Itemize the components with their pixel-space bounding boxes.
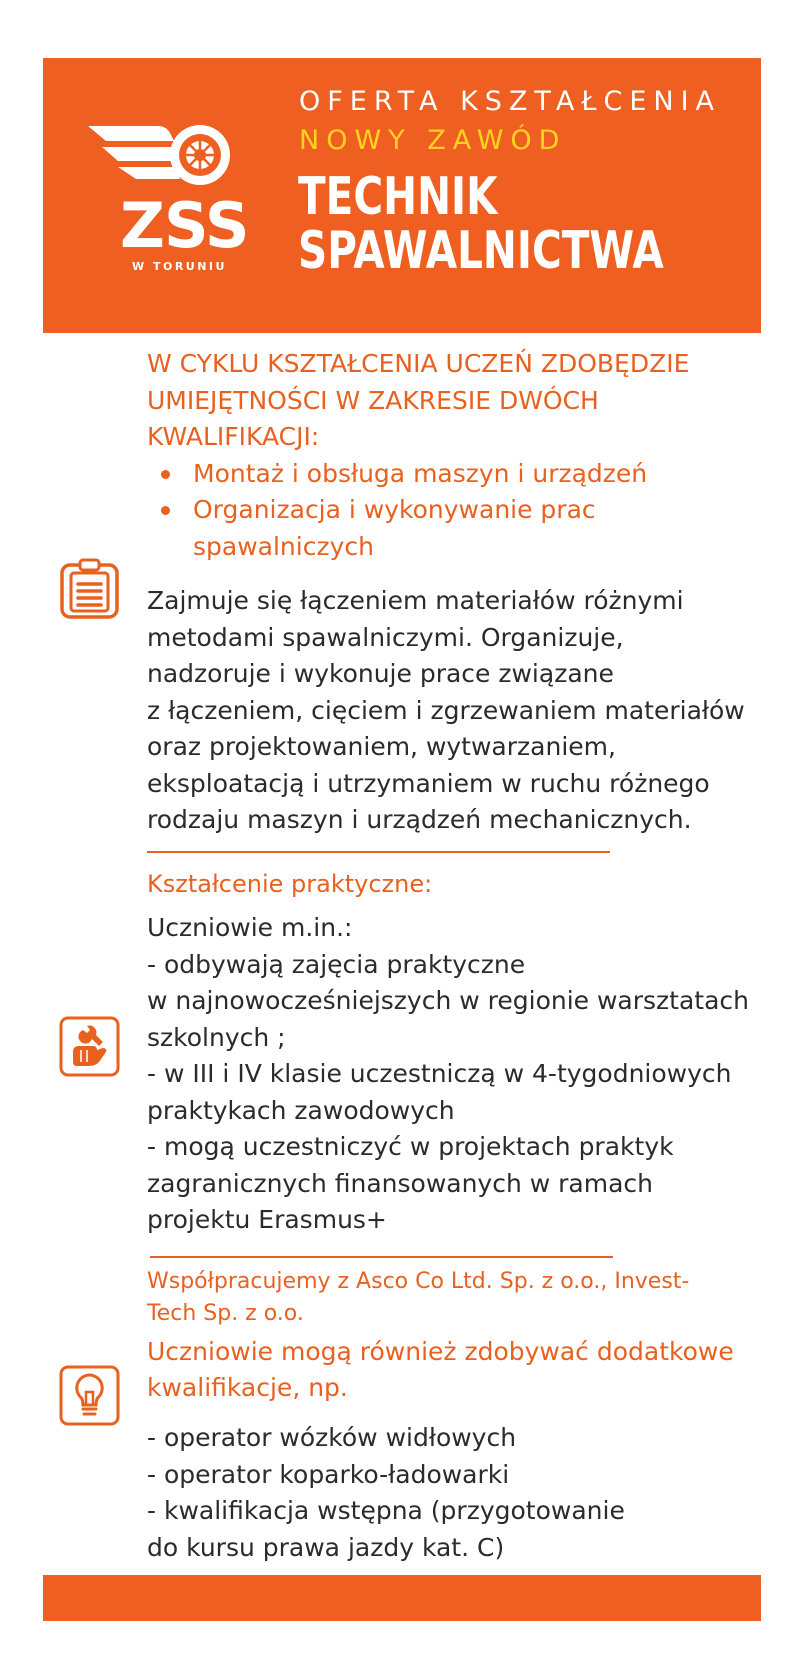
cooperation-line: Współpracujemy z Asco Co Ltd. Sp. z o.o., Invest- — [147, 1269, 690, 1294]
practical-line: projektu Erasmus+ — [147, 1205, 387, 1234]
list-item-line: Organizacja i wykonywanie prac — [193, 495, 596, 524]
description-line: z łączeniem, cięciem i zgrzewaniem materiałów — [147, 695, 745, 725]
cooperation-text — [147, 1266, 689, 1330]
practical-line: - mogą uczestniczyć w projektach praktyk — [147, 1132, 674, 1161]
offer-kicker: OFERTA KSZTAŁCENIA — [299, 86, 722, 117]
heading-line: UMIEJĘTNOŚCI W ZAKRESIE DWÓCH — [147, 385, 599, 415]
page-title — [298, 167, 664, 281]
profession-description — [147, 583, 777, 839]
list-item: Montaż i obsługa maszyn i urządzeń — [147, 456, 787, 493]
divider — [150, 1256, 613, 1258]
practical-line: zagranicznych finansowanych w ramach — [147, 1168, 654, 1198]
heading-line: W CYKLU KSZTAŁCENIA UCZEŃ ZDOBĘDZIE — [147, 349, 690, 378]
title-line-1: TECHNIK — [298, 167, 498, 227]
list-item — [147, 492, 787, 565]
title-line-2: SPAWALNICTWA — [298, 221, 664, 281]
list-item: - operator wózków widłowych — [147, 1423, 517, 1452]
practical-line: - odbywają zajęcia praktyczne — [147, 949, 526, 979]
practical-line: - w III i IV klasie uczestniczą w 4-tygodniowych — [147, 1059, 732, 1088]
description-line: Zajmuje się łączeniem materiałów różnymi — [147, 586, 684, 615]
extra-heading-line: Uczniowie mogą również zdobywać dodatkowe — [147, 1337, 734, 1366]
school-logo — [88, 123, 258, 273]
description-line: nadzoruje i wykonuje prace związane — [147, 659, 614, 688]
practical-line: praktykach zawodowych — [147, 1095, 455, 1125]
practical-training-text — [147, 910, 777, 1239]
extra-qualifications-list — [147, 1420, 625, 1566]
footer-bar — [43, 1575, 761, 1621]
practical-line: w najnowocześniejszych w regionie warsztatach — [147, 986, 750, 1015]
extra-heading-line: kwalifikacje, np. — [147, 1373, 348, 1402]
description-line: rodzaju maszyn i urządzeń mechanicznych. — [147, 805, 692, 834]
new-profession-kicker: NOWY ZAWÓD — [299, 125, 567, 156]
practical-line: Uczniowie m.in.: — [147, 913, 353, 942]
practical-line: szkolnych ; — [147, 1022, 286, 1052]
clipboard-icon — [59, 558, 120, 619]
divider — [147, 851, 610, 853]
description-line: metodami spawalniczymi. Organizuje, — [147, 622, 624, 652]
practical-heading: Kształcenie praktyczne: — [147, 870, 433, 898]
list-item-line: spawalniczych — [193, 531, 374, 561]
description-line: eksploatacją i utrzymaniem w ruchu różnego — [147, 768, 710, 798]
list-item: - kwalifikacja wstępna (przygotowanie — [147, 1496, 625, 1525]
heading-line: KWALIFIKACJI: — [147, 422, 320, 451]
logo-town: W TORUNIU — [132, 260, 227, 273]
list-item: do kursu prawa jazdy kat. C) — [147, 1532, 505, 1562]
logo-text: ZSS — [120, 189, 249, 262]
qualifications-list — [147, 456, 787, 566]
qualifications-section — [147, 346, 787, 565]
lightbulb-icon — [59, 1365, 120, 1426]
wrench-hand-icon — [59, 1016, 120, 1077]
cooperation-line: Tech Sp. z o.o. — [147, 1301, 304, 1326]
description-line: oraz projektowaniem, wytwarzaniem, — [147, 732, 616, 761]
header-banner — [43, 58, 761, 333]
list-item: - operator koparko-ładowarki — [147, 1459, 510, 1489]
extra-qualifications-heading — [147, 1334, 734, 1406]
qualifications-heading — [147, 346, 787, 456]
